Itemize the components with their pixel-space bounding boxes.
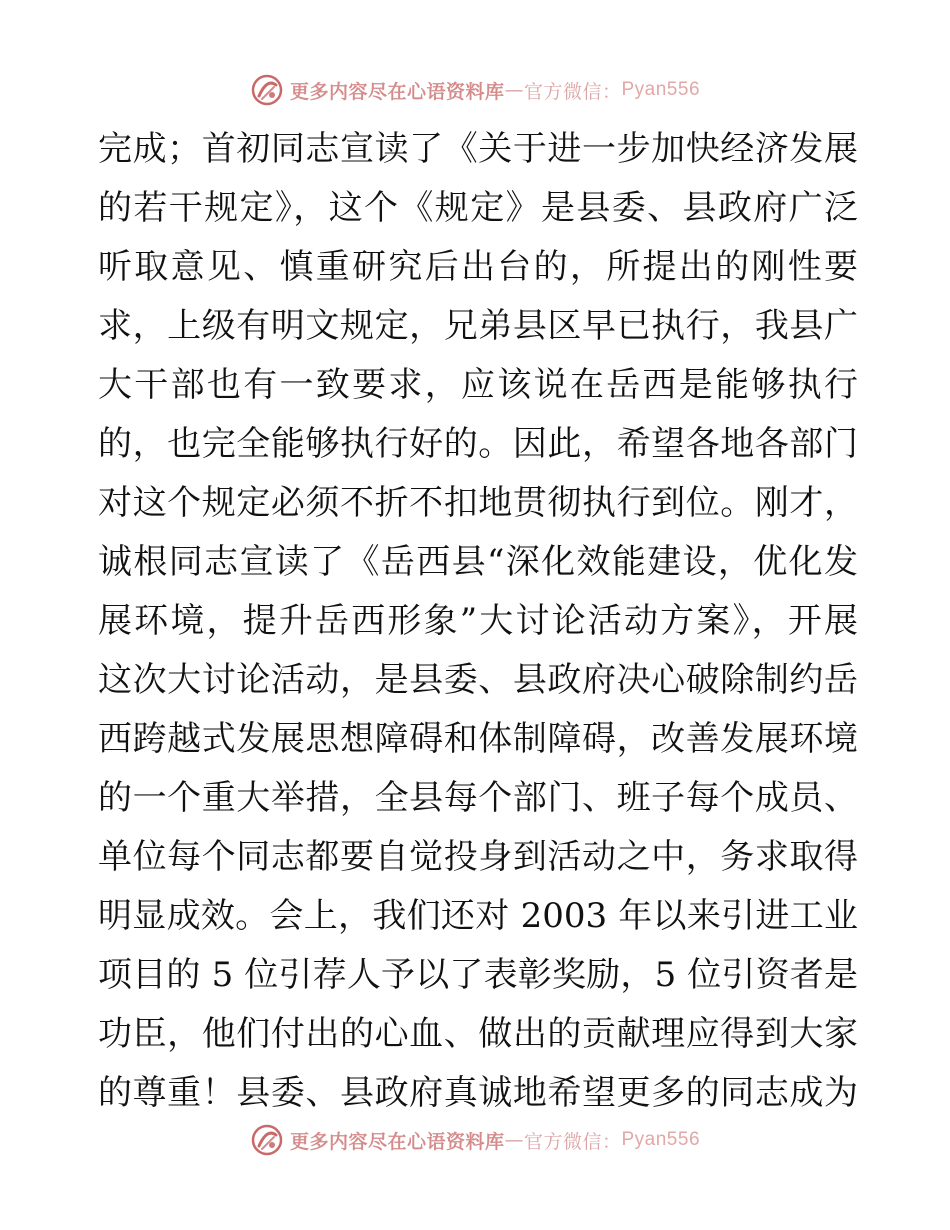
body-line: 完成；首初同志宣读了《关于进一步加快经济发展 — [98, 129, 858, 169]
brand-logo-icon — [250, 1123, 284, 1157]
body-line: 单位每个同志都要自觉投身到活动之中，务求取得 — [98, 837, 858, 877]
watermark-contact-label: 官方微信： — [523, 80, 622, 103]
body-line: 的若干规定》，这个《规定》是县委、县政府广泛 — [98, 188, 858, 228]
watermark-brand: 更多内容尽在心语资料库 — [289, 1130, 505, 1153]
body-line: 的，也完全能够执行好的。因此，希望各地各部门 — [98, 424, 858, 464]
footer-watermark — [0, 1120, 950, 1160]
watermark-separator: — — [504, 1129, 524, 1151]
body-line: 对这个规定必须不折不扣地贯彻执行到位。刚才， — [98, 483, 858, 523]
document-body — [98, 120, 858, 1123]
body-line: 听取意见、慎重研究后出台的，所提出的刚性要 — [98, 247, 858, 287]
body-line: 明显成效。会上，我们还对 2003 年以来引进工业 — [98, 896, 858, 936]
body-line: 的尊重！县委、县政府真诚地希望更多的同志成为 — [98, 1073, 858, 1113]
body-line: 西跨越式发展思想障碍和体制障碍，改善发展环境 — [98, 719, 858, 759]
watermark-separator: — — [504, 79, 524, 101]
watermark-contact-id: Pyan556 — [621, 1129, 701, 1150]
body-line: 功臣，他们付出的心血、做出的贡献理应得到大家 — [98, 1014, 858, 1054]
header-watermark — [0, 70, 950, 110]
body-line: 求，上级有明文规定，兄弟县区早已执行，我县广 — [98, 306, 858, 346]
body-line: 展环境，提升岳西形象”大讨论活动方案》，开展 — [98, 601, 858, 641]
body-line: 项目的 5 位引荐人予以了表彰奖励，5 位引资者是 — [98, 955, 858, 995]
watermark-brand: 更多内容尽在心语资料库 — [289, 80, 505, 103]
body-line: 这次大讨论活动，是县委、县政府决心破除制约岳 — [98, 660, 858, 700]
watermark-contact-id: Pyan556 — [621, 79, 701, 100]
body-line: 诚根同志宣读了《岳西县“深化效能建设，优化发 — [98, 542, 858, 582]
watermark-contact-label: 官方微信： — [523, 1130, 622, 1153]
brand-logo-icon — [250, 73, 284, 107]
body-line: 的一个重大举措，全县每个部门、班子每个成员、 — [98, 778, 858, 818]
body-line: 大干部也有一致要求，应该说在岳西是能够执行 — [98, 365, 858, 405]
